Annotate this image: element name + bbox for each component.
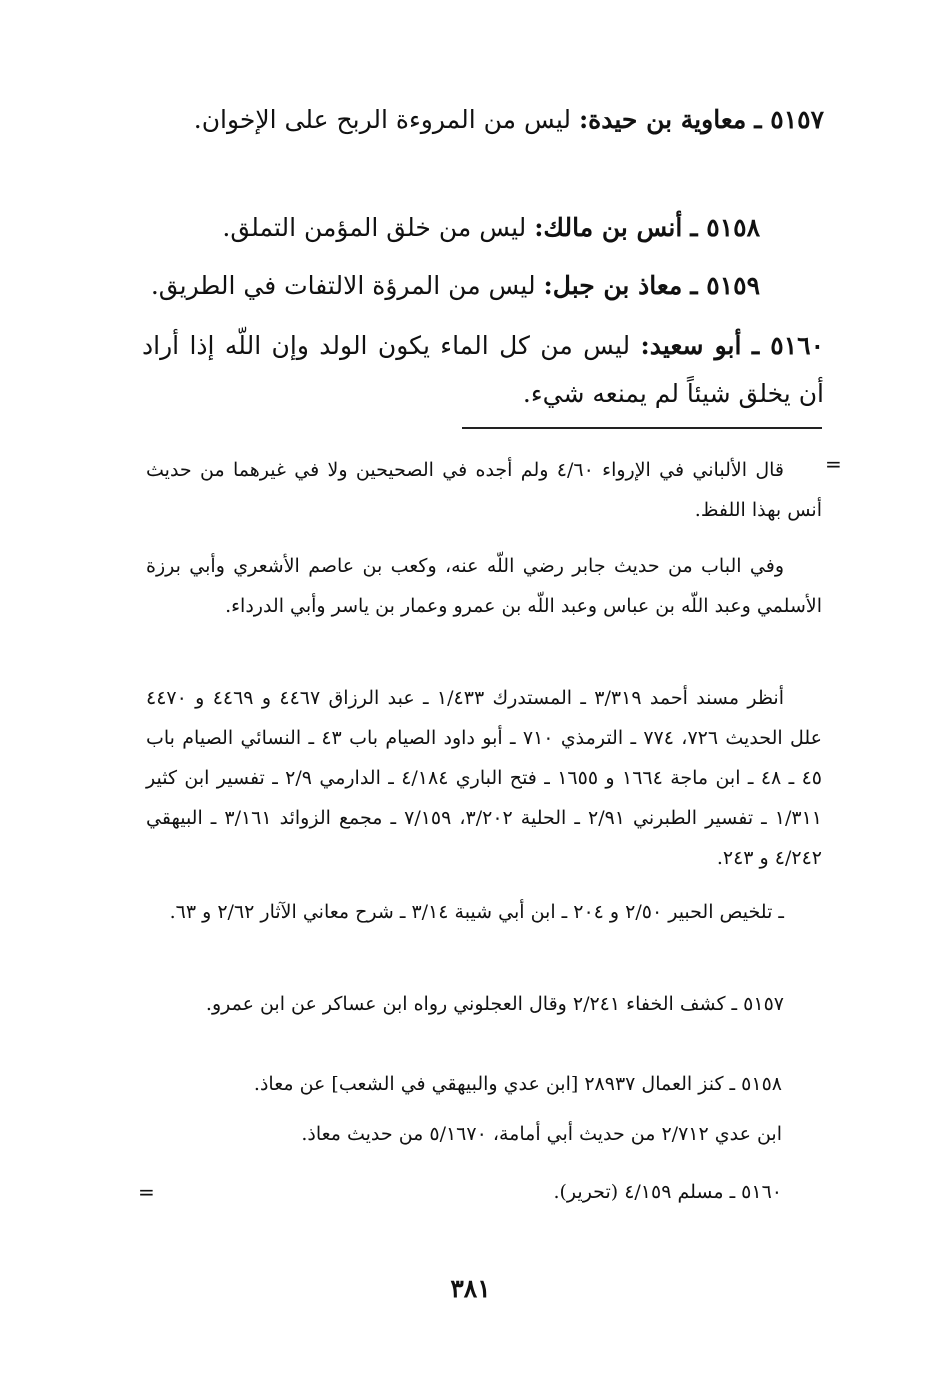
footnote: قال الألباني في الإرواء ٤/٦٠ ولم أجده في الصحيحين ولا في غيرهما من حديث أنس بهذا اللفظ. (146, 459, 822, 521)
hadith-entry (142, 204, 760, 252)
narrator-name: معاذ بن جبل: (543, 271, 683, 300)
footnote: أنظر مسند أحمد ٣/٣١٩ ـ المستدرك ١/٤٣٣ ـ عبد الرزاق ٤٤٦٧ و ٤٤٦٩ و ٤٤٧٠ علل الحديث ٧٢٦، ٧٧٤ ـ الترمذي ٧١٠ ـ أبو داود الصيام باب ٤٣ ـ النسائي الصيام باب ٤٥ ـ ٤٨ ـ ابن ماجة ١٦٦٤ و ١٦٥٥ ـ فتح الباري ٤/١٨٤ ـ الدارمي ٢/٩ ـ تفسير ابن كثير ١/٣١١ ـ تفسير الطبرني ٢/٩١ ـ الحلية ٣/٢٠٢، ٧/١٥٩ ـ مجمع الزوائد ٣/١٦١ ـ البيهقي ٤/٢٤٢ و ٢٤٣. (146, 687, 823, 869)
hadith-number: ٥١٥٩ ـ (690, 271, 760, 300)
hadith-text: ليس من كل الماء يكون الولد وإن اللّه إذا أراد أن يخلق شيئاً لم يمنعه شيء. (142, 331, 824, 408)
continuation-marker: = (825, 452, 842, 476)
page-number: ٣٨١ (450, 1274, 491, 1303)
hadith-entry (142, 96, 824, 144)
footnote: ابن عدي ٢/٧١٢ من حديث أبي أمامة، ٥/١٦٧٠ من حديث معاذ. (301, 1123, 782, 1145)
hadith-number: ٥١٥٨ ـ (690, 213, 760, 242)
footnote: ٥١٥٧ ـ كشف الخفاء ٢/٢٤١ وقال العجلوني رواه ابن عساكر عن ابن عمرو. (205, 993, 784, 1015)
narrator-name: معاوية بن حيدة: (578, 105, 747, 134)
footnote: ٥١٥٨ ـ كنز العمال ٢٨٩٣٧ [ابن عدي والبيهقي في الشعب] عن معاذ. (253, 1073, 782, 1095)
hadith-text: ليس من المرؤة الالتفات في الطريق. (150, 271, 536, 300)
footnote-separator (462, 427, 822, 429)
footnote: ـ تلخيص الحبير ٢/٥٠ و ٢٠٤ ـ ابن أبي شيبة ٣/١٤ ـ شرح معاني الآثار ٢/٦٢ و ٦٣. (169, 901, 784, 923)
footnote: وفي الباب من حديث جابر رضي اللّه عنه، وكعب بن عاصم الأشعري وأبي برزة الأسلمي وعبد اللّه بن عباس وعبد اللّه بن عمرو وعمار بن ياسر وأبي الدرداء. (146, 555, 822, 617)
hadith-entry (142, 322, 824, 418)
continuation-marker: = (138, 1180, 155, 1204)
footnote: ٥١٦٠ ـ مسلم ٤/١٥٩ (تحرير). (553, 1181, 782, 1203)
hadith-number: ٥١٦٠ ـ (751, 331, 824, 360)
narrator-name: أنس بن مالك: (534, 213, 683, 242)
hadith-text: ليس من خلق المؤمن التملق. (222, 213, 527, 242)
hadith-number: ٥١٥٧ ـ (754, 105, 824, 134)
hadith-entry (142, 262, 760, 310)
narrator-name: أبو سعيد: (640, 331, 742, 360)
hadith-text: ليس من المروءة الربح على الإخوان. (193, 105, 571, 134)
